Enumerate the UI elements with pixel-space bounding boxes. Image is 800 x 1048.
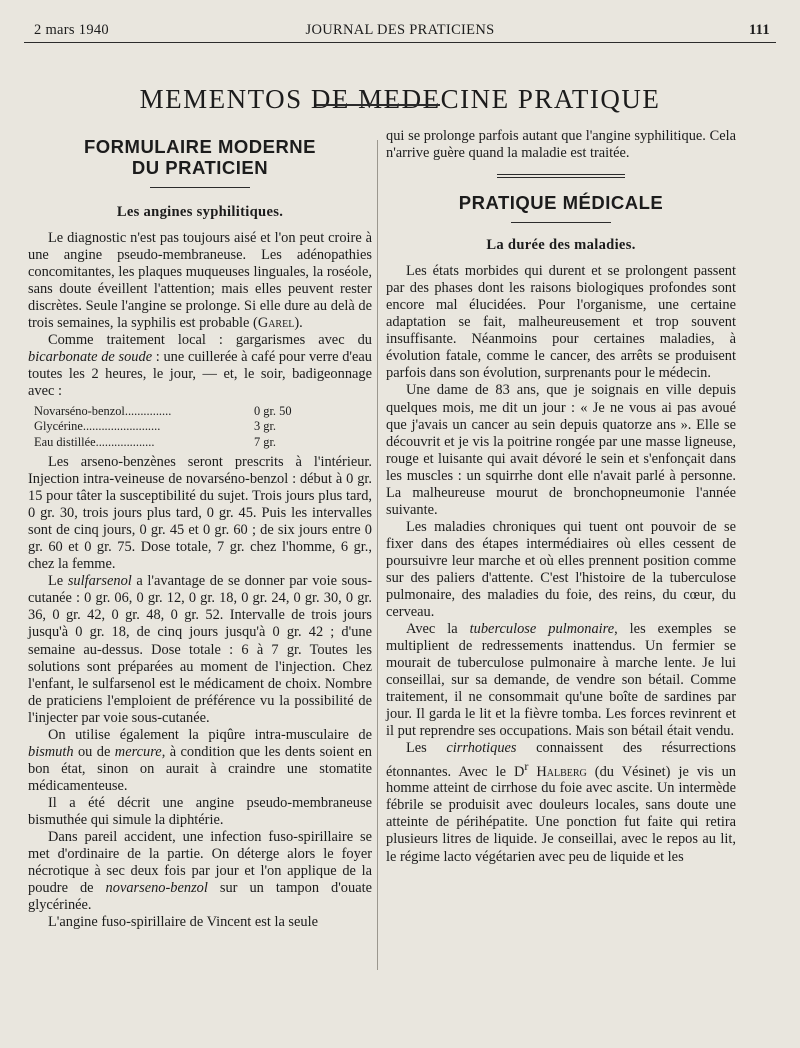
double-rule-separator (497, 174, 625, 178)
header-date: 2 mars 1940 (34, 22, 109, 38)
column-divider (377, 140, 378, 970)
formula-table (28, 404, 372, 451)
header-page-number: 111 (748, 22, 770, 38)
formula-row: Glycérine......................... 3 gr. (34, 419, 277, 434)
running-head (24, 20, 776, 43)
section-title-formulaire (28, 136, 372, 178)
paragraph-cirrhotiques: Les cirrhotiques connaissent des résurrections étonnantes. Avec le $D^r$ Halberg (du Vésinet) je vis un homme atteint de cirrhose du foie avec ascite. Un intermède fébrile se produisit avec douleurs locales, sans doute une atteinte de périhépatite. Une ponction fut faite qui retira plusieurs litres de liquide. Je conseillai, avec le repos au lit, le régime lacto végétarien avec peu de liquide et les (386, 740, 736, 865)
subtitle-angines: Les angines syphilitiques. (116, 204, 284, 220)
section-title-pratique-medicale: PRATIQUE MÉDICALE (458, 192, 664, 214)
paragraph-vincent: L'angine fuso-spirillaire de Vincent est la seule (48, 914, 318, 931)
paragraph-dame-83-ans: Une dame de 83 ans, que je soignais en ville depuis quelques mois, me dit un jour : « Je ne vous ai pas avoué que j'avais un cancer au sein depuis quatorze ans ». Elle se découvrit et je vis la poitrine rongée par une masse ligneuse, rouge et luisante qui avait dévoré le sein et s'enfonçait dans les muscles : un squirrhe dont elle n'avait parlé à personne. La malheureuse mourut de bronchopneumonie l'année suivante. (386, 382, 736, 518)
section-title-line-2: DU PRATICIEN (131, 157, 269, 178)
formula-row: Eau distillée................... 7 gr. (34, 434, 277, 449)
paragraph-fuso-spirillaire: Dans pareil accident, une infection fuso-spirillaire se met d'ordinaire de la partie. On déterge alors le foyer nécrotique à sec deux fois par jour et l'on applique de la poudre de novarseno-benzol sur un tampon d'ouate glycérinée. (28, 829, 372, 914)
title-rule (316, 104, 440, 106)
section-title-line-1: FORMULAIRE MODERNE (83, 136, 317, 157)
main-title: MEMENTOS DE MEDECINE PRATIQUE (139, 84, 661, 115)
section-rule (150, 187, 250, 188)
author-garel: Garel (257, 315, 295, 332)
right-column (386, 128, 736, 866)
paragraph-angine-bismuthee: Il a été décrit une angine pseudo-membraneuse bismuthée qui simule la diphtérie. (28, 794, 372, 828)
section-rule (511, 222, 611, 223)
subtitle-duree-maladies: La durée des maladies. (486, 237, 636, 254)
paragraph-bismuth: On utilise également la piqûre intra-musculaire de bismuth ou de mercure, à condition que les dents soient en bon état, sinon on aurait à craindre une stomatite médicamenteuse. (28, 726, 372, 794)
paragraph-tuberculose: Avec la tuberculose pulmonaire, les exemples se multiplient de redressements inattendus. Un fermier se mourait de tuberculose pulmonaire à marche lente. Je lui conseillai, sur sa demande, de vendre son bétail. Comme traitement, il ne consommait qu'une boîte de sardines par jour. Il garda le lit et la fièvre tomba. Les forces revinrent et il put reprendre ses occupations. Mais son bétail était vendu. (386, 621, 736, 740)
paragraph-diagnostic: Le diagnostic n'est pas toujours aisé et l'on peut croire à une angine pseudo-membraneuse. Les adénopathies concomitantes, les plaques muqueuses linguales, la roséole, sans doute éveillent l'attention; mais elles peuvent rester discrètes. Seule l'angine se prolonge. Si elle dure au delà de trois semaines, la syphilis est probable (Garel). (28, 230, 372, 332)
left-column (28, 128, 372, 931)
paragraph-etats-morbides: Les états morbides qui durent et se prolongent passent par des phases dont les raisons biologiques profondes sont encore mal élucidées. Pour l'organisme, une certaine adaptation se fait, malheureusement et trop souvent insuffisante. Néanmoins pour certaines maladies, à évolution fatale, comme le cancer, des arrêts se produisent parfois dans son évolution, surprenants pour le médecin. (386, 263, 736, 382)
paragraph-arseno-benzenes: Les arseno-benzènes seront prescrits à l'intérieur. Injection intra-veineuse de novarséno-benzol : début à 0 gr. 15 pour tâter la susceptibilité du sujet. Trois jours plus tard, 0 gr. 30, trois jours plus tard, 0 gr. 45. Puis les intervalles sont de cinq jours, 0 gr. 45 et 0 gr. 60 ; de six jours entre 0 gr. 60 et 0 gr. 75. Dose totale, 7 gr. chez l'homme, 6 gr., chez la femme. (28, 454, 372, 573)
paragraph-sulfarsenol: Le sulfarsenol a l'avantage de se donner par voie sous-cutanée : 0 gr. 06, 0 gr. 12, 0 gr. 18, 0 gr. 24, 0 gr. 30, 0 gr. 36, 0 gr. 42, 0 gr. 48, 0 gr. 52. Intervalle de trois jours jusqu'à 0 gr. 18, de cinq jours jusqu'à 0 gr. 42 ; d'une semaine au-dessus. Dose totale : 6 à 7 gr. Toutes les solutions sont préparées au moment de l'injection. Chez l'enfant, le sulfarsenol est le médicament de choix. Nombre de praticiens l'emploient de préférence vu la possibilité de l'injecter par voie sous-cutanée. (28, 573, 372, 726)
author-halberg: Halberg (536, 763, 587, 780)
formula-row: Novarséno-benzol............... 0 gr. 50 (34, 403, 292, 418)
paragraph-traitement-local: Comme traitement local : gargarismes avec du bicarbonate de soude : une cuillerée à café pour verre d'eau toutes les 2 heures, le jour, — et, le soir, badigeonnage avec : (28, 332, 372, 400)
paragraph-maladies-chroniques: Les maladies chroniques qui tuent ont pouvoir de se fixer dans des étapes intermédiaires où elles cessent de poursuivre leur marche et où elles prennent position comme sur des paliers d'attente. C'est l'histoire de la tuberculose pulmonaire, des maladies du foie, des reins, du cœur, du cerveau. (386, 518, 736, 621)
paragraph-continuation: qui se prolonge parfois autant que l'angine syphilitique. Cela n'arrive guère quand la maladie est traitée. (386, 128, 736, 162)
header-journal-name: JOURNAL DES PRATICIENS (305, 22, 495, 38)
